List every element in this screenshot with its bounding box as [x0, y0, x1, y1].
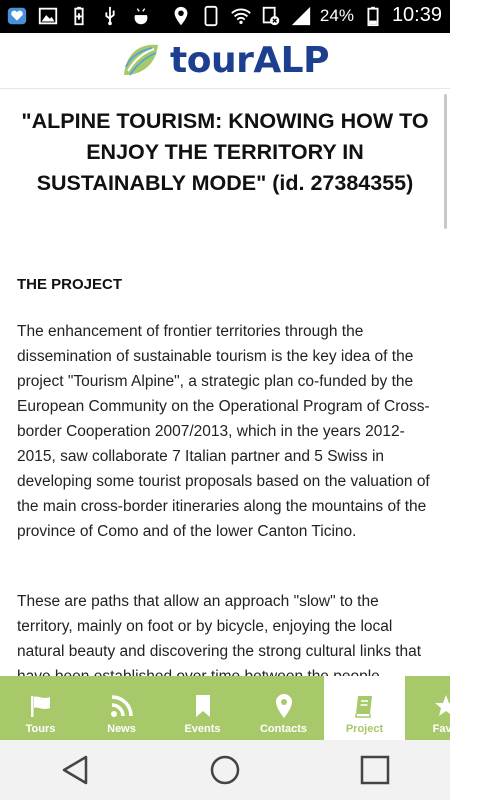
phone-outline-icon	[200, 5, 222, 27]
android-debug-icon	[130, 5, 152, 27]
flag-icon	[28, 693, 54, 719]
tab-news[interactable]	[81, 676, 162, 740]
app-notification-icon	[6, 5, 28, 27]
usb-icon	[99, 5, 121, 27]
clock: 10:39	[391, 4, 442, 26]
book-icon	[352, 693, 378, 719]
recents-icon	[358, 753, 392, 787]
section-heading: THE PROJECT	[17, 276, 123, 293]
system-nav-bar	[0, 740, 450, 800]
recents-button[interactable]	[345, 740, 405, 800]
data-off-icon	[260, 5, 282, 27]
tab-bar	[0, 676, 459, 740]
tab-label: Contacts	[259, 723, 308, 735]
status-bar	[0, 0, 450, 33]
star-icon	[433, 693, 459, 719]
rss-icon	[109, 693, 135, 719]
battery-saver-icon	[68, 5, 90, 27]
tab-label: Tours	[25, 723, 56, 735]
battery-percent: 24%	[319, 5, 354, 25]
signal-icon	[290, 5, 312, 27]
tab-label: Project	[345, 723, 384, 735]
tab-label: News	[107, 723, 136, 735]
home-button[interactable]	[195, 740, 255, 800]
tab-tours[interactable]	[0, 676, 81, 740]
home-icon	[208, 753, 242, 787]
location-icon	[170, 5, 192, 27]
page-title: "ALPINE TOURISM: KNOWING HOW TO ENJOY THE TERRITORY IN SUSTAINABLY MODE" (id. 27384355)	[21, 109, 429, 195]
tab-label: Events	[184, 723, 221, 735]
back-icon	[58, 753, 92, 787]
map-pin-icon	[271, 693, 297, 719]
article-content[interactable]	[0, 90, 450, 676]
battery-icon	[362, 5, 384, 27]
bookmark-icon	[190, 693, 216, 719]
wifi-icon	[230, 5, 252, 27]
tab-project[interactable]	[324, 676, 405, 740]
paragraph-2: These are paths that allow an approach "slow" to the territory, mainly on foot or by bicycle, enjoying the local natural beauty and discovering the strong cultural links that	[17, 593, 422, 660]
app-header	[0, 33, 450, 89]
image-icon	[37, 5, 59, 27]
back-button[interactable]	[45, 740, 105, 800]
tab-label: Favo	[432, 723, 459, 735]
paragraph-1: The enhancement of frontier territories through the dissemination of sustainable tourism is the key idea of the project "Tourism Alpine", a strategic plan co-funded by the European Community on the Operational Program of Cross-border Cooperation 2007/2013, which in the years 2012-2015, saw collaborate 7 Italian partner and 5 Swiss in developing some tourist proposals based on the valuation of the main cross-border itineraries along the mountains of the province of Como and of the lower Canton Ticino.	[17, 323, 430, 540]
tab-events[interactable]	[162, 676, 243, 740]
tab-favorites[interactable]	[405, 676, 486, 740]
logo-text: tourALP	[170, 39, 330, 81]
scrollbar[interactable]	[444, 94, 447, 229]
tourALP-logo	[120, 39, 329, 81]
tab-contacts[interactable]	[243, 676, 324, 740]
leaf-logo-icon	[120, 39, 162, 81]
